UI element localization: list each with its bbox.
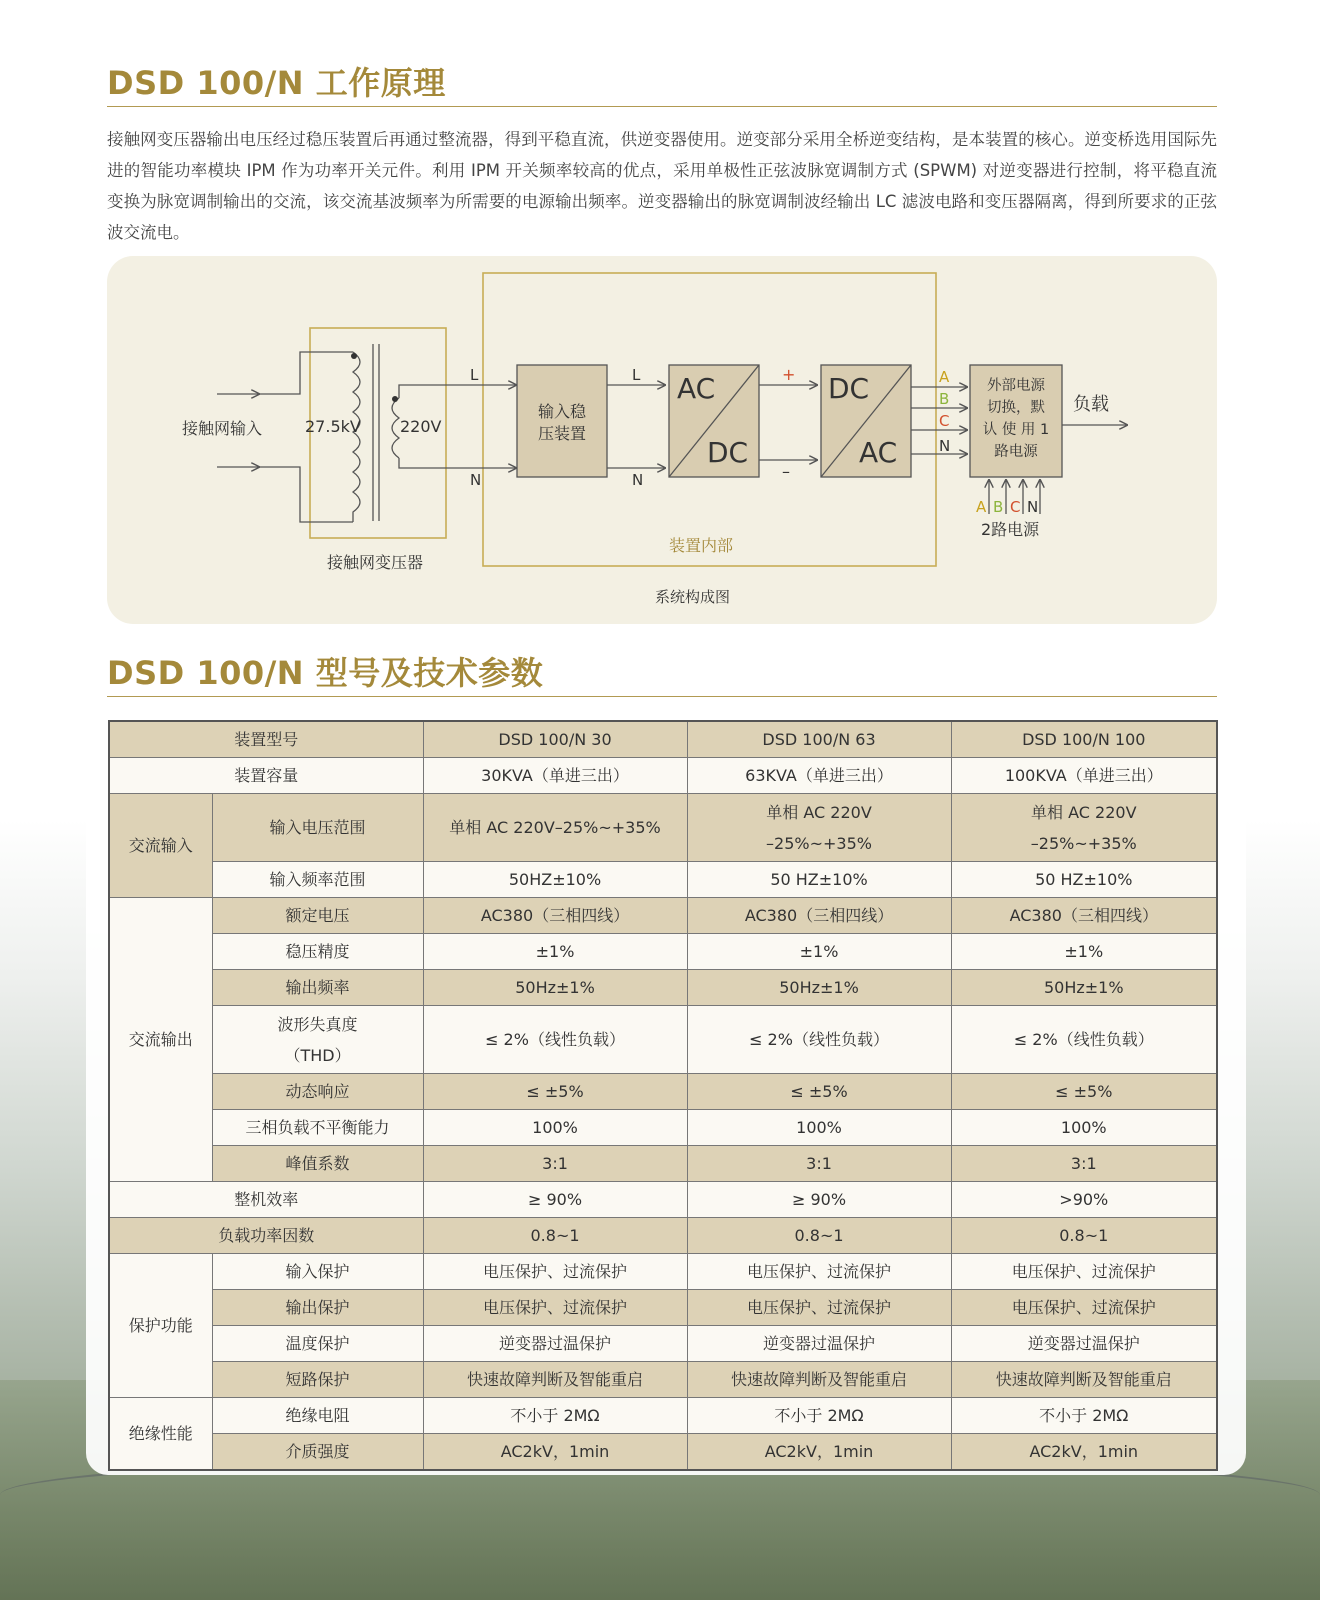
header-model-30: DSD 100/N 30 xyxy=(423,721,687,758)
power-factor-63: 0.8~1 xyxy=(687,1218,951,1254)
header-model-100: DSD 100/N 100 xyxy=(951,721,1217,758)
section-title-principle: DSD 100/N 工作原理 xyxy=(107,64,446,102)
temp-protection-63: 逆变器过温保护 xyxy=(687,1326,951,1362)
dielectric-label: 介质强度 xyxy=(212,1434,423,1471)
unbalance-30: 100% xyxy=(423,1110,687,1146)
dielectric-63: AC2kV，1min xyxy=(687,1434,951,1471)
table-row xyxy=(109,1362,1217,1398)
unbalance-label: 三相负载不平衡能力 xyxy=(212,1110,423,1146)
resistance-63: 不小于 2MΩ xyxy=(687,1398,951,1434)
principle-description: 接触网变压器输出电压经过稳压装置后再通过整流器，得到平稳直流，供逆变器使用。逆变部分采用全桥逆变结构，是本装置的核心。逆变桥选用国际先进的智能功率模块 IPM 作为功率开关元件。利用 IPM 开关频率较高的优点，采用单极性正弦波脉宽调制方式 (SPWM) 对逆变器进行控制，将平稳直流变换为脉宽调制输出的交流，该交流基波频率为所需要的电源输出频率。逆变器输出的脉宽调制波经输出 LC 滤波电路和变压器隔离，得到所要求的正弦波交流电。 xyxy=(107,130,1217,242)
switch-line3: 认 使 用 1 xyxy=(982,422,1050,438)
voltage-range-label: 输入电压范围 xyxy=(212,794,423,862)
rectifier-dc: DC xyxy=(707,436,749,469)
freq-range-label: 输入频率范围 xyxy=(212,862,423,898)
crest-label: 峰值系数 xyxy=(212,1146,423,1182)
input-protection-label: 输入保护 xyxy=(212,1254,423,1290)
table-row xyxy=(109,758,1217,794)
switch-line2: 切换，默 xyxy=(987,400,1045,416)
plus-sign: + xyxy=(782,365,796,384)
voltage-range-63: 单相 AC 220V –25%~+35% xyxy=(687,794,951,862)
regulation-63: ±1% xyxy=(687,934,951,970)
internal-label: 装置内部 xyxy=(669,536,734,555)
temp-protection-100: 逆变器过温保护 xyxy=(951,1326,1217,1362)
voltage-range-100: 单相 AC 220V –25%~+35% xyxy=(951,794,1217,862)
resistance-30: 不小于 2MΩ xyxy=(423,1398,687,1434)
freq-range-63: 50 HZ±10% xyxy=(687,862,951,898)
short-protection-label: 短路保护 xyxy=(212,1362,423,1398)
input-protection-30: 电压保护、过流保护 xyxy=(423,1254,687,1290)
table-row xyxy=(109,1006,1217,1074)
resistance-label: 绝缘电阻 xyxy=(212,1398,423,1434)
table-row xyxy=(109,898,1217,934)
crest-100: 3:1 xyxy=(951,1146,1217,1182)
phase-label-c: C xyxy=(939,412,950,430)
output-freq-100: 50Hz±1% xyxy=(951,970,1217,1006)
source2-label-n: N xyxy=(1027,498,1039,516)
spec-table xyxy=(108,720,1218,1471)
header-model-63: DSD 100/N 63 xyxy=(687,721,951,758)
table-row xyxy=(109,970,1217,1006)
group-ac-output: 交流输出 xyxy=(109,898,212,1182)
regulation-label: 稳压精度 xyxy=(212,934,423,970)
freq-range-30: 50HZ±10% xyxy=(423,862,687,898)
primary-dot xyxy=(351,353,357,359)
efficiency-label: 整机效率 xyxy=(109,1182,423,1218)
crest-63: 3:1 xyxy=(687,1146,951,1182)
table-row xyxy=(109,721,1217,758)
group-protection: 保护功能 xyxy=(109,1254,212,1398)
voltage-range-30: 单相 AC 220V–25%~+35% xyxy=(423,794,687,862)
inverter-ac: AC xyxy=(859,436,898,469)
source2-label-c: C xyxy=(1010,498,1021,516)
power-factor-100: 0.8~1 xyxy=(951,1218,1217,1254)
rated-voltage-100: AC380（三相四线） xyxy=(951,898,1217,934)
table-row xyxy=(109,1146,1217,1182)
capacity-30: 30KVA（单进三出） xyxy=(423,758,687,794)
output-freq-63: 50Hz±1% xyxy=(687,970,951,1006)
table-row xyxy=(109,1110,1217,1146)
source2-label-a: A xyxy=(976,498,987,516)
label-L-2: L xyxy=(632,366,641,384)
table-row xyxy=(109,1398,1217,1434)
temp-protection-30: 逆变器过温保护 xyxy=(423,1326,687,1362)
label-N-1: N xyxy=(470,471,482,489)
efficiency-100: >90% xyxy=(951,1182,1217,1218)
phase-label-a: A xyxy=(939,368,950,386)
freq-range-100: 50 HZ±10% xyxy=(951,862,1217,898)
primary-lead-bottom xyxy=(259,467,353,522)
dielectric-30: AC2kV，1min xyxy=(423,1434,687,1471)
short-protection-100: 快速故障判断及智能重启 xyxy=(951,1362,1217,1398)
short-protection-63: 快速故障判断及智能重启 xyxy=(687,1362,951,1398)
table-row xyxy=(109,1326,1217,1362)
phase-label-b: B xyxy=(939,390,950,408)
capacity-63: 63KVA（单进三出） xyxy=(687,758,951,794)
crest-30: 3:1 xyxy=(423,1146,687,1182)
regulation-100: ±1% xyxy=(951,934,1217,970)
header-model: 装置型号 xyxy=(109,721,423,758)
rated-voltage-label: 额定电压 xyxy=(212,898,423,934)
thd-label: 波形失真度 （THD） xyxy=(212,1006,423,1074)
primary-coil xyxy=(353,352,360,522)
label-N-2: N xyxy=(632,471,644,489)
rectifier-ac: AC xyxy=(677,372,716,405)
short-protection-30: 快速故障判断及智能重启 xyxy=(423,1362,687,1398)
secondary-voltage: 220V xyxy=(400,417,442,436)
table-row xyxy=(109,1434,1217,1471)
input-label: 接触网输入 xyxy=(182,419,263,438)
thd-30: ≤ 2%（线性负载） xyxy=(423,1006,687,1074)
resistance-100: 不小于 2MΩ xyxy=(951,1398,1217,1434)
diagram-caption: 系统构成图 xyxy=(655,588,731,606)
input-protection-100: 电压保护、过流保护 xyxy=(951,1254,1217,1290)
thd-100: ≤ 2%（线性负载） xyxy=(951,1006,1217,1074)
power-factor-30: 0.8~1 xyxy=(423,1218,687,1254)
title-rule-2 xyxy=(107,696,1217,697)
line-L-to-regulator xyxy=(399,385,516,398)
power-factor-label: 负载功率因数 xyxy=(109,1218,423,1254)
line-N-to-regulator xyxy=(399,458,516,468)
unbalance-63: 100% xyxy=(687,1110,951,1146)
table-row xyxy=(109,794,1217,862)
regulation-30: ±1% xyxy=(423,934,687,970)
secondary-dot xyxy=(392,396,398,402)
output-freq-label: 输出频率 xyxy=(212,970,423,1006)
load-label: 负载 xyxy=(1073,394,1109,415)
output-freq-30: 50Hz±1% xyxy=(423,970,687,1006)
primary-voltage: 27.5kV xyxy=(305,417,361,436)
dynamic-100: ≤ ±5% xyxy=(951,1074,1217,1110)
table-row xyxy=(109,934,1217,970)
title-rule xyxy=(107,106,1217,107)
regulator-line1: 输入稳 xyxy=(537,402,587,421)
table-row xyxy=(109,1074,1217,1110)
group-insulation: 绝缘性能 xyxy=(109,1398,212,1471)
output-protection-30: 电压保护、过流保护 xyxy=(423,1290,687,1326)
rated-voltage-30: AC380（三相四线） xyxy=(423,898,687,934)
primary-lead-top xyxy=(259,352,353,394)
dynamic-63: ≤ ±5% xyxy=(687,1074,951,1110)
switch-line1: 外部电源 xyxy=(987,378,1045,394)
group-ac-input: 交流输入 xyxy=(109,794,212,898)
input-protection-63: 电压保护、过流保护 xyxy=(687,1254,951,1290)
efficiency-30: ≥ 90% xyxy=(423,1182,687,1218)
unbalance-100: 100% xyxy=(951,1110,1217,1146)
source2-label-b: B xyxy=(993,498,1004,516)
section-title-specs: DSD 100/N 型号及技术参数 xyxy=(107,654,544,692)
output-protection-label: 输出保护 xyxy=(212,1290,423,1326)
capacity-100: 100KVA（单进三出） xyxy=(951,758,1217,794)
table-row xyxy=(109,1182,1217,1218)
rated-voltage-63: AC380（三相四线） xyxy=(687,898,951,934)
table-row xyxy=(109,1254,1217,1290)
dynamic-30: ≤ ±5% xyxy=(423,1074,687,1110)
temp-protection-label: 温度保护 xyxy=(212,1326,423,1362)
minus-sign: – xyxy=(782,462,790,481)
output-protection-63: 电压保护、过流保护 xyxy=(687,1290,951,1326)
system-diagram xyxy=(107,256,1217,624)
secondary-coil xyxy=(392,398,399,458)
regulator-line2: 压装置 xyxy=(537,424,587,443)
dynamic-label: 动态响应 xyxy=(212,1074,423,1110)
switch-line4: 路电源 xyxy=(994,444,1038,460)
table-row xyxy=(109,1218,1217,1254)
efficiency-63: ≥ 90% xyxy=(687,1182,951,1218)
dielectric-100: AC2kV，1min xyxy=(951,1434,1217,1471)
regulator-box xyxy=(517,365,607,477)
thd-63: ≤ 2%（线性负载） xyxy=(687,1006,951,1074)
table-row xyxy=(109,1290,1217,1326)
inverter-dc: DC xyxy=(828,372,870,405)
label-L-1: L xyxy=(470,366,479,384)
transformer-caption: 接触网变压器 xyxy=(327,553,424,572)
phase-label-n: N xyxy=(939,437,951,455)
capacity-label: 装置容量 xyxy=(109,758,423,794)
output-protection-100: 电压保护、过流保护 xyxy=(951,1290,1217,1326)
table-row xyxy=(109,862,1217,898)
second-source-label: 2路电源 xyxy=(981,520,1040,539)
